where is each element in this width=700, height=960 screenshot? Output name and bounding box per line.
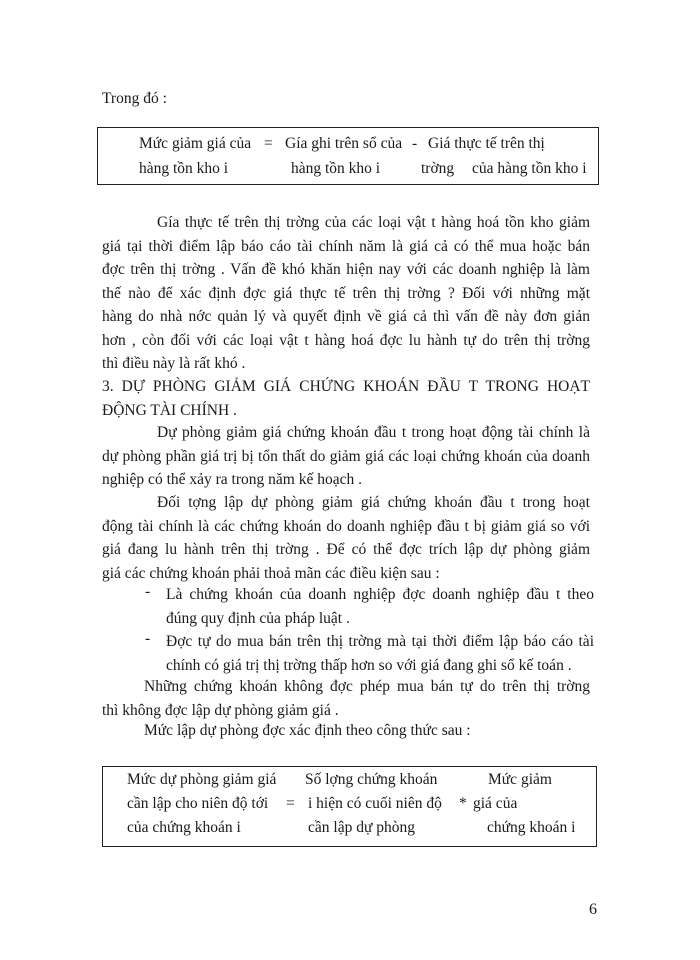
formula2-equals: = bbox=[286, 795, 295, 812]
paragraph-line: giá tại thời điểm lập báo cáo tài chính năm là giá cả có thể mua hoặc bán bbox=[102, 237, 590, 255]
bullet-dash: - bbox=[145, 630, 151, 647]
formula2-quantity-line2: i hiện có cuối niên độ bbox=[308, 795, 442, 812]
formula2-reduction-line2: giá của bbox=[473, 795, 518, 812]
paragraph-line: Những chứng khoán không đợc phép mua bán tự do trên thị trờng bbox=[144, 678, 590, 695]
paragraph-definition bbox=[102, 421, 590, 492]
formula1-market-value-line2b: của hàng tồn kho i bbox=[472, 160, 587, 177]
paragraph-line: hơn , còn đối với các loại vật t hàng hoá đợc lu hành tự do trên thị trờng bbox=[102, 331, 590, 349]
bullet-line: Là chứng khoán của doanh nghiệp đợc doanh nghiệp đầu t theo bbox=[166, 586, 594, 603]
formula-box-1 bbox=[97, 127, 599, 185]
formula1-market-value-line1: Giá thực tế trên thị bbox=[428, 135, 545, 152]
formula2-lhs-line1: Mức dự phòng giảm giá bbox=[127, 771, 277, 788]
paragraph-line: hàng do nhà nớc quản lý và quyết định về giá cả thì vấn đề này đơn giản bbox=[102, 308, 590, 325]
paragraph-line: giá các chứng khoán phải thoả mãn các điều kiện sau : bbox=[102, 564, 440, 582]
intro-text: Trong đó : bbox=[102, 90, 167, 107]
formula2-multiply: * bbox=[459, 795, 467, 812]
paragraph-line: nghiệp có thể xảy ra trong năm kế hoạch . bbox=[102, 471, 362, 488]
paragraph-excluded bbox=[102, 675, 590, 722]
paragraph-line: Dự phòng giảm giá chứng khoán đầu t trong hoạt động tài chính là bbox=[157, 424, 590, 441]
formula1-minus: - bbox=[412, 135, 418, 152]
paragraph-subjects bbox=[102, 491, 590, 585]
paragraph-line: Đối tợng lập dự phòng giảm giá chứng khoán đầu t trong hoạt bbox=[157, 494, 590, 511]
paragraph-market-price bbox=[102, 211, 590, 376]
paragraph-line: thế nào để xác định đợc giá thực tế trên thị trờng ? Đối với những mặt bbox=[102, 284, 590, 302]
bullet-item-1 bbox=[166, 583, 594, 630]
formula1-book-value-line2: hàng tồn kho i bbox=[291, 160, 381, 177]
bullet-line: chính có giá trị thị trờng thấp hơn so với giá đang ghi sổ kế toán . bbox=[166, 656, 572, 674]
paragraph-line: thì điều này là rất khó . bbox=[102, 355, 246, 372]
heading-line: 3. DỰ PHÒNG GIẢM GIÁ CHỨNG KHOÁN ĐẦU T TRONG HOẠT bbox=[102, 378, 590, 395]
heading-line: ĐỘNG TÀI CHÍNH . bbox=[102, 401, 237, 419]
formula1-book-value-line1: Gía ghi trên sổ của bbox=[285, 135, 403, 152]
paragraph-line: thì không đợc lập dự phòng giảm giá . bbox=[102, 701, 339, 719]
bullet-dash: - bbox=[145, 583, 151, 600]
section-heading bbox=[102, 375, 590, 422]
paragraph-line: đợc trên thị trờng . Vấn đề khó khăn hiện nay với các doanh nghiệp là làm bbox=[102, 261, 590, 278]
paragraph-line: động tài chính là các chứng khoán do doanh nghiệp đầu t bị giảm giá so với bbox=[102, 517, 590, 535]
formula-box-2 bbox=[102, 766, 597, 847]
formula2-quantity-line3: cần lập dự phòng bbox=[308, 819, 415, 836]
formula1-lhs-line2: hàng tồn kho i bbox=[139, 160, 229, 177]
formula2-reduction-line1: Mức giảm bbox=[488, 771, 552, 788]
formula1-lhs-line1: Mức giảm giá của bbox=[139, 135, 252, 152]
page-number: 6 bbox=[589, 901, 597, 918]
formula2-quantity-line1: Số lợng chứng khoán bbox=[305, 771, 438, 788]
formula2-lhs-line2: cần lập cho niên độ tới bbox=[127, 795, 269, 812]
paragraph-line: giá đang lu hành trên thị trờng . Để có thể đợc trích lập dự phòng giảm bbox=[102, 541, 590, 558]
formula2-lhs-line3: của chứng khoán i bbox=[127, 819, 241, 836]
bullet-item-2 bbox=[166, 630, 594, 677]
paragraph-line: Gía thực tế trên thị trờng của các loại vật t hàng hoá tồn kho giảm bbox=[157, 214, 590, 231]
bullet-line: Đợc tự do mua bán trên thị trờng mà tại thời điểm lập báo cáo tài bbox=[166, 633, 594, 650]
formula1-equals: = bbox=[264, 135, 273, 152]
bullet-line: đúng quy định của pháp luật . bbox=[166, 609, 350, 627]
paragraph-line: dự phòng phần giá trị bị tổn thất do giảm giá các loại chứng khoán của doanh bbox=[102, 447, 590, 465]
formula2-reduction-line3: chứng khoán i bbox=[487, 819, 576, 836]
paragraph-formula-intro: Mức lập dự phòng đợc xác định theo công thức sau : bbox=[144, 722, 471, 739]
formula1-market-value-line2a: trờng bbox=[421, 160, 455, 177]
